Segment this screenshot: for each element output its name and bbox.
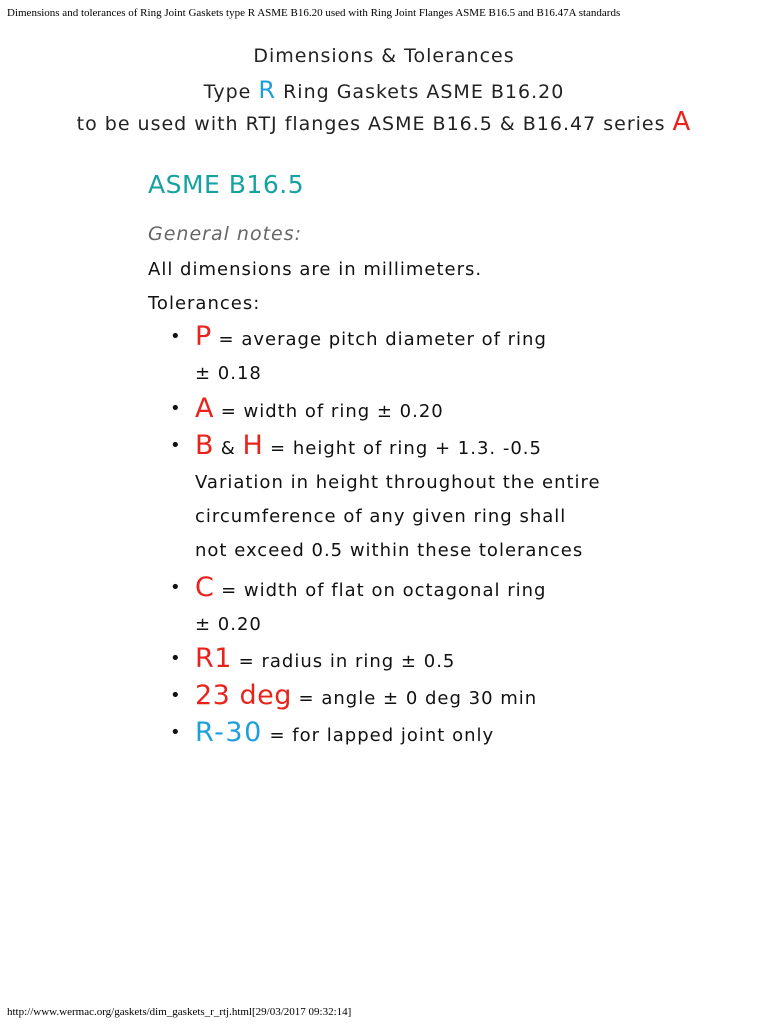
tolerance-deg-text: = angle ± 0 deg 30 min (291, 688, 538, 709)
title-series-letter: A (672, 107, 692, 137)
tolerance-r1-text: = radius in ring ± 0.5 (231, 651, 456, 672)
bullet-icon: • (170, 722, 182, 743)
general-notes-heading: General notes: (148, 223, 303, 245)
bullet-icon: • (170, 648, 182, 669)
symbol-c: C (195, 572, 215, 603)
tolerance-bh-note-3: not exceed 0.5 within these tolerances (195, 540, 584, 561)
tolerance-p-text: = average pitch diameter of ring (218, 329, 547, 350)
print-header: Dimensions and tolerances of Ring Joint Gaskets type R ASME B16.20 used with Ring Joint Flanges ASME B16.5 and B16.47A standards (7, 7, 621, 19)
list-item-r1 (170, 642, 750, 679)
tolerances-label: Tolerances: (148, 293, 261, 314)
list-item-bh (170, 429, 750, 568)
title-line2-prefix: Type (203, 81, 259, 103)
symbol-b: B (195, 430, 215, 461)
symbol-p: P (195, 321, 212, 352)
units-note: All dimensions are in millimeters. (148, 259, 483, 280)
bullet-icon: • (170, 685, 182, 706)
tolerance-a-text: = width of ring ± 0.20 (213, 401, 444, 422)
print-footer: http://www.wermac.org/gaskets/dim_gaskets_r_rtj.html[29/03/2017 09:32:14] (7, 1006, 352, 1018)
bullet-icon: • (170, 326, 182, 347)
tolerance-bh-note-1: Variation in height throughout the entire (195, 472, 601, 493)
tolerance-c-text: = width of flat on octagonal ring (221, 580, 547, 601)
list-item-r30 (170, 716, 750, 753)
bullet-icon: • (170, 398, 182, 419)
symbol-r1: R1 (195, 643, 232, 674)
page-title-line3 (0, 107, 768, 137)
title-type-letter: R (258, 76, 277, 104)
list-item-23deg (170, 679, 750, 716)
bullet-icon: • (170, 577, 182, 598)
title-line3-prefix: to be used with RTJ flanges ASME B16.5 & B16.47 series (76, 113, 673, 135)
page-title-line1: Dimensions & Tolerances (253, 45, 515, 67)
tolerance-bh-note-2: circumference of any given ring shall (195, 506, 567, 527)
tolerance-bh-text: = height of ring + 1.3. -0.5 (263, 438, 542, 459)
bullet-icon: • (170, 435, 182, 456)
list-item-p (170, 320, 750, 391)
symbol-h: H (242, 430, 264, 461)
tolerance-r30-text: = for lapped joint only (262, 725, 495, 746)
symbol-23-deg: 23 deg (195, 680, 292, 711)
symbol-r-30: R-30 (195, 717, 263, 748)
tolerance-c-value: ± 0.20 (195, 614, 262, 635)
title-line2-suffix: Ring Gaskets ASME B16.20 (276, 81, 565, 103)
page-title-line2 (0, 76, 768, 104)
symbol-ampersand: & (214, 438, 243, 459)
tolerance-list (170, 320, 750, 753)
list-item-a (170, 392, 750, 429)
list-item-c (170, 571, 750, 642)
symbol-a: A (195, 393, 214, 424)
section-heading: ASME B16.5 (148, 170, 305, 199)
tolerance-p-value: ± 0.18 (195, 363, 262, 384)
